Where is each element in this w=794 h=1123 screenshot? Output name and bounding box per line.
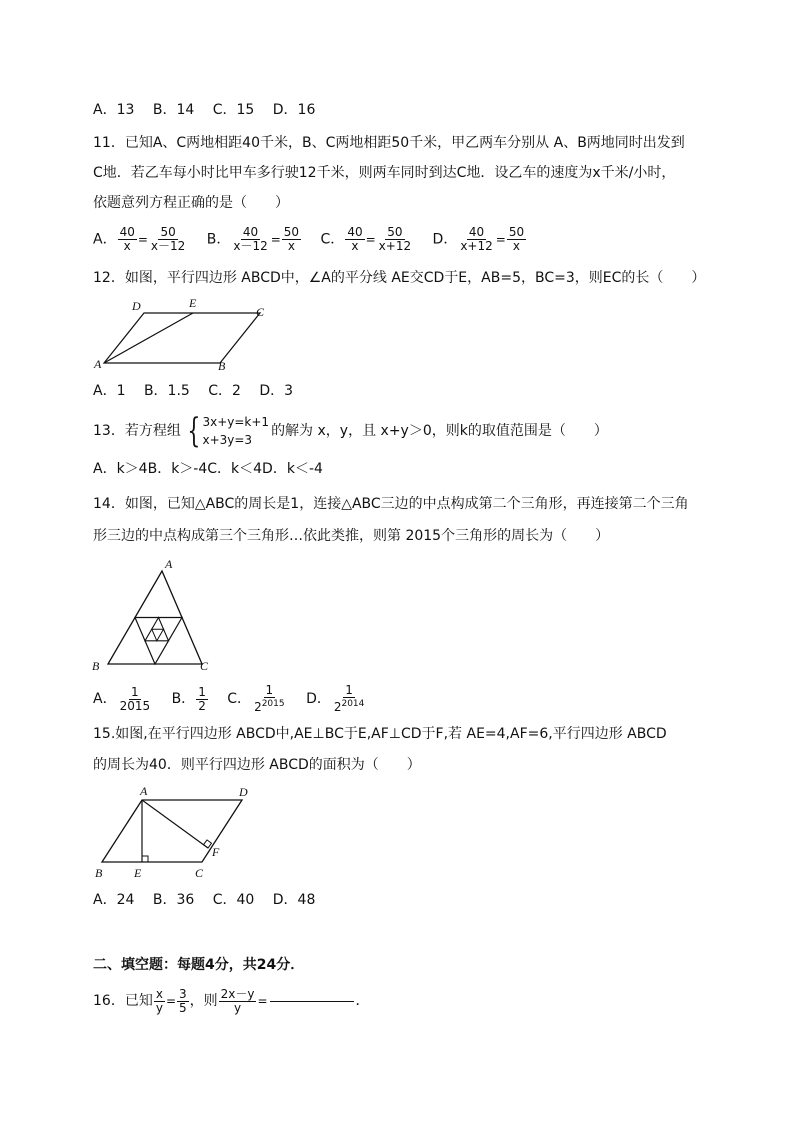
q13-prefix: 13．若方程组 [93, 423, 181, 439]
q14-d-den-exponent: 2014 [341, 699, 365, 709]
q15-line2: 的周长为40．则平行四边形 ABCD的面积为（ ） [93, 757, 421, 773]
q15-parallelogram [102, 800, 242, 862]
q15-option-a: A．24 [93, 892, 135, 908]
q16-stem [93, 986, 370, 1016]
q16-f3-num: 2x－y [220, 986, 255, 1001]
q15-label-d: D [239, 785, 248, 799]
q12-parallelogram-figure [92, 294, 272, 378]
q10-option-a: A．13 [93, 102, 135, 118]
q11-b-right-den: x [287, 239, 295, 253]
q14-b-num: 1 [198, 684, 206, 699]
q11-d-right-num: 50 [508, 225, 525, 239]
q15-option-d: D．48 [272, 892, 316, 908]
q15-options [93, 890, 329, 910]
q12-label-b: B [218, 359, 226, 373]
q14-label-a: A [165, 557, 173, 571]
q15-parallelogram-figure [90, 782, 270, 886]
q16-answer-blank[interactable] [270, 1001, 354, 1002]
q11-line3: 依题意列方程正确的是（ ） [93, 195, 289, 211]
q12-bisector-ae [104, 313, 193, 363]
q15-label-a: A [140, 784, 148, 798]
q13-brace: { [187, 411, 201, 451]
q15-line1: 15.如图,在平行四边形 ABCD中,AE⊥BC于E,AF⊥CD于F,若 AE=4,AF=6,平行四边形 ABCD [93, 726, 667, 742]
q10-option-c: C．15 [212, 102, 255, 118]
q11-c-right-den: x+12 [378, 239, 412, 253]
q11-a-right-num: 50 [160, 225, 176, 239]
q15-label-c: C [195, 866, 204, 880]
q14-label-c: C [200, 659, 209, 671]
q12-options [93, 381, 307, 401]
q12-label-e: E [189, 296, 197, 310]
q11-b-left-den: x－12 [233, 239, 268, 253]
q15-option-c: C．40 [212, 892, 255, 908]
q12-option-a: A．1 [93, 383, 126, 399]
q11-c-right-num: 50 [387, 225, 403, 239]
q13-suffix: 的解为 x，y，且 x+y＞0，则k的取值范围是（ ） [271, 423, 608, 439]
q15-label-e: E [134, 866, 142, 880]
q12-stem: 12．如图，平行四边形 ABCD中，∠A的平分线 AE交CD于E，AB=5，BC=3，则EC的长（ ） [93, 270, 706, 286]
section-fill-in-heading: 二、填空题：每题4分，共24分． [93, 957, 305, 973]
q14-c-num: 1 [265, 683, 274, 697]
q12-label-d: D [132, 299, 141, 313]
q14-d-num: 1 [345, 683, 353, 697]
q11-option-c: C． $\frac{40}{x}$ = $\frac{50}{x+12}$ [320, 225, 412, 253]
q16-equals-2: = [257, 994, 268, 1008]
q14-option-d-label: D． [306, 691, 331, 707]
q15-label-b: B [95, 866, 103, 880]
q14-options [93, 684, 381, 714]
q15-option-b: B．36 [152, 892, 195, 908]
q11-option-a: A． $\frac{40}{x}$ = $\frac{50}{x-12}$ [93, 225, 186, 253]
q11-line2: C地．若乙车每小时比甲车多行驶12千米，则两车同时到达C地．设乙车的速度为x千米/小时， [93, 165, 676, 181]
q11-option-b: B． $\frac{40}{x-12}$ = $\frac{50}{x}$ [206, 225, 300, 253]
q12-parallelogram [104, 313, 260, 363]
q15-right-angle-f [204, 840, 212, 848]
q14-option-b [172, 685, 209, 713]
q14-a-den: 2015 [119, 698, 151, 713]
q11-option-a-label: A． [93, 231, 117, 248]
q12-label-c: C [256, 305, 265, 319]
q16-f1-num: x [155, 986, 163, 1001]
q11-d-right-den: x [512, 239, 521, 253]
q16-tail: ． [355, 993, 370, 1009]
q12-label-a: A [94, 357, 102, 371]
q14-nested-triangles-figure [90, 556, 210, 675]
q14-option-c-label: C． [227, 691, 252, 707]
q15-label-f: F [212, 845, 220, 859]
q11-a-left-den: x [123, 239, 131, 253]
q10-options [93, 100, 329, 120]
q14-option-d [306, 684, 367, 714]
q12-option-b: B．1.5 [143, 383, 190, 399]
q14-option-c [227, 684, 287, 714]
q14-line1: 14．如图，已知△ABC的周长是1，连接△ABC三边的中点构成第二个三角形，再连接第二个三角 [93, 496, 689, 512]
q14-option-a-label: A． [93, 691, 117, 707]
q16-f2-num: 3 [179, 986, 187, 1001]
q11-a-left-num: 40 [119, 225, 135, 239]
q11-b-right-num: 50 [283, 225, 300, 239]
q11-options [93, 226, 541, 253]
q15-right-angle-e [142, 856, 148, 862]
q11-line1: 11．已知A、C两地相距40千米，B、C两地相距50千米，甲乙两车分别从 A、B两地同时出发到 [93, 135, 685, 151]
q14-line2: 形三边的中点构成第三个三角形…依此类推，则第 2015个三角形的周长为（ ） [93, 528, 610, 544]
q16-equals: = [165, 994, 176, 1008]
q11-a-right-den: x－12 [150, 239, 186, 253]
q14-triangle-4 [152, 629, 164, 641]
q12-option-c: C．2 [208, 383, 241, 399]
q11-b-left-num: 40 [242, 225, 259, 239]
q10-option-d: D．16 [272, 102, 316, 118]
q11-d-left-den: x+12 [460, 239, 493, 253]
q14-a-num: 1 [131, 684, 139, 699]
q13-equation-system [183, 413, 269, 449]
q14-b-den: 2 [198, 698, 206, 713]
q14-option-a [93, 685, 153, 713]
q14-d-den-base: 2 [333, 700, 342, 714]
q11-option-c-label: C． [320, 231, 345, 248]
q13-stem [93, 413, 608, 449]
q14-option-b-label: B． [171, 691, 196, 707]
q13-options: A．k＞4B．k＞-4C．k＜4D．k＜-4 [93, 461, 323, 477]
q16-mid: ，则 [189, 993, 218, 1009]
q13-equation-1: 3x+y=k+1 [202, 415, 270, 429]
q11-c-left-den: x [351, 239, 359, 253]
q16-f1-den: y [155, 1000, 163, 1015]
q14-c-den-exponent: 2015 [261, 699, 285, 709]
q11-d-left-num: 40 [468, 225, 485, 239]
q11-option-b-label: B． [206, 231, 231, 248]
q14-c-den-base: 2 [254, 700, 262, 714]
q14-label-b: B [92, 659, 100, 671]
q16-prefix: 16．已知 [93, 993, 153, 1009]
q15-altitude-af [142, 800, 208, 848]
q16-f3-den: y [234, 1000, 242, 1015]
q13-equation-2: x+3y=3 [202, 433, 253, 447]
q16-f2-den: 5 [179, 1000, 187, 1015]
q11-option-d: D． $\frac{40}{x+12}$ = $\frac{50}{x}$ [432, 225, 525, 253]
q11-option-d-label: D． [432, 231, 458, 248]
q11-c-left-num: 40 [347, 225, 363, 239]
q10-option-b: B．14 [152, 102, 195, 118]
q12-option-d: D．3 [259, 383, 294, 399]
